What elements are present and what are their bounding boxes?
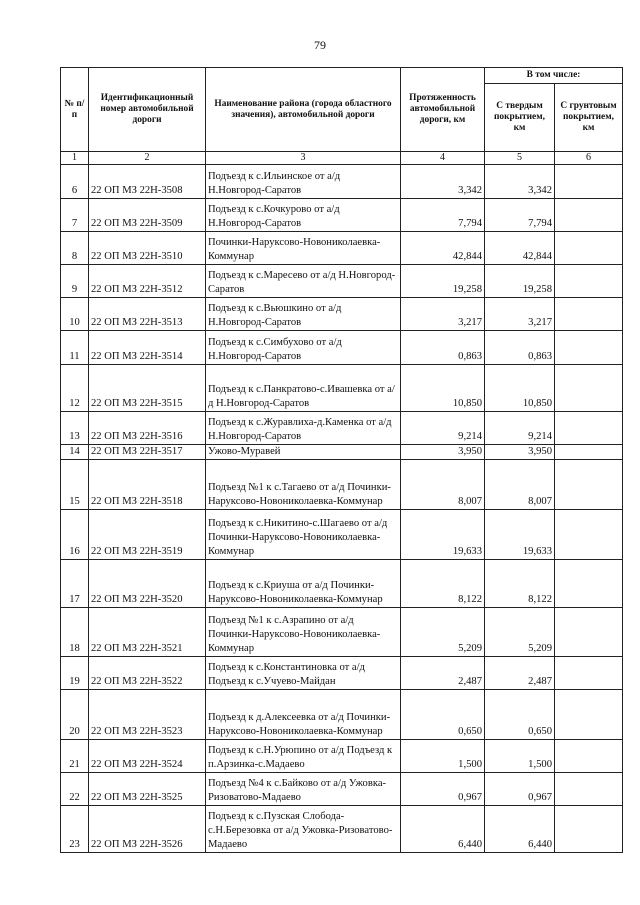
ground-surface-length [555, 460, 623, 510]
ground-surface-length [555, 298, 623, 331]
road-id: 22 ОП МЗ 22Н-3510 [89, 232, 206, 265]
column-number: 3 [206, 152, 401, 165]
road-id: 22 ОП МЗ 22Н-3526 [89, 806, 206, 853]
column-number: 6 [555, 152, 623, 165]
row-number: 15 [61, 460, 89, 510]
table-row [61, 560, 623, 608]
ground-surface-length [555, 331, 623, 365]
road-id: 22 ОП МЗ 22Н-3519 [89, 510, 206, 560]
road-length: 0,967 [401, 773, 485, 806]
road-name: Починки-Наруксово-Новониколаевка-Коммунар [206, 232, 401, 265]
table-row [61, 165, 623, 199]
table-row [61, 608, 623, 657]
road-length: 7,794 [401, 199, 485, 232]
road-length: 9,214 [401, 412, 485, 445]
table-row [61, 412, 623, 445]
ground-surface-length [555, 560, 623, 608]
ground-surface-length [555, 165, 623, 199]
road-length: 2,487 [401, 657, 485, 690]
ground-surface-length [555, 265, 623, 298]
table-row [61, 365, 623, 412]
road-length: 0,650 [401, 690, 485, 740]
ground-surface-length [555, 690, 623, 740]
road-length: 0,863 [401, 331, 485, 365]
road-name: Подъезд к с.Симбухово от а/д Н.Новгород-Саратов [206, 331, 401, 365]
table-row [61, 445, 623, 460]
road-id: 22 ОП МЗ 22Н-3517 [89, 445, 206, 460]
row-number: 20 [61, 690, 89, 740]
road-name: Подъезд к с.Кочкурово от а/д Н.Новгород-Саратов [206, 199, 401, 232]
road-id: 22 ОП МЗ 22Н-3513 [89, 298, 206, 331]
hard-surface-length: 6,440 [485, 806, 555, 853]
table-row [61, 806, 623, 853]
row-number: 7 [61, 199, 89, 232]
roads-table [60, 67, 623, 853]
road-name: Подъезд к с.Константиновка от а/д Подъезд к с.Учуево-Майдан [206, 657, 401, 690]
ground-surface-length [555, 232, 623, 265]
row-number: 12 [61, 365, 89, 412]
page-number: 79 [314, 38, 326, 52]
row-number: 10 [61, 298, 89, 331]
road-id: 22 ОП МЗ 22Н-3520 [89, 560, 206, 608]
ground-surface-length [555, 608, 623, 657]
table-row [61, 510, 623, 560]
table-row [61, 690, 623, 740]
ground-surface-length [555, 445, 623, 460]
road-id: 22 ОП МЗ 22Н-3523 [89, 690, 206, 740]
table-row [61, 657, 623, 690]
road-name: Подъезд к с.Панкратово-с.Ивашевка от а/д Н.Новгород-Саратов [206, 365, 401, 412]
table-row [61, 199, 623, 232]
table-row [61, 331, 623, 365]
header-hard-surface: С твердым покрытием, км [485, 84, 555, 152]
road-length: 3,342 [401, 165, 485, 199]
road-length: 1,500 [401, 740, 485, 773]
road-id: 22 ОП МЗ 22Н-3521 [89, 608, 206, 657]
hard-surface-length: 19,633 [485, 510, 555, 560]
road-name: Подъезд №1 к с.Азрапино от а/д Починки-Наруксово-Новониколаевка-Коммунар [206, 608, 401, 657]
road-id: 22 ОП МЗ 22Н-3512 [89, 265, 206, 298]
road-length: 19,258 [401, 265, 485, 298]
header-num: № п/п [61, 68, 89, 152]
hard-surface-length: 7,794 [485, 199, 555, 232]
table-row [61, 773, 623, 806]
ground-surface-length [555, 740, 623, 773]
ground-surface-length [555, 806, 623, 853]
road-id: 22 ОП МЗ 22Н-3522 [89, 657, 206, 690]
road-name: Подъезд к с.Никитино-с.Шагаево от а/д Починки-Наруксово-Новониколаевка-Коммунар [206, 510, 401, 560]
road-length: 8,007 [401, 460, 485, 510]
road-name: Подъезд к с.Криуша от а/д Починки-Наруксово-Новониколаевка-Коммунар [206, 560, 401, 608]
table-row [61, 460, 623, 510]
road-id: 22 ОП МЗ 22Н-3509 [89, 199, 206, 232]
road-id: 22 ОП МЗ 22Н-3518 [89, 460, 206, 510]
column-number: 2 [89, 152, 206, 165]
row-number: 6 [61, 165, 89, 199]
row-number: 19 [61, 657, 89, 690]
header-id: Идентификационный номер автомобильной дороги [89, 68, 206, 152]
hard-surface-length: 19,258 [485, 265, 555, 298]
hard-surface-length: 1,500 [485, 740, 555, 773]
row-number: 21 [61, 740, 89, 773]
road-length: 10,850 [401, 365, 485, 412]
row-number: 23 [61, 806, 89, 853]
hard-surface-length: 0,650 [485, 690, 555, 740]
ground-surface-length [555, 773, 623, 806]
road-name: Подъезд к с.Ильинское от а/д Н.Новгород-Саратов [206, 165, 401, 199]
ground-surface-length [555, 365, 623, 412]
row-number: 18 [61, 608, 89, 657]
hard-surface-length: 42,844 [485, 232, 555, 265]
column-number: 4 [401, 152, 485, 165]
hard-surface-length: 3,217 [485, 298, 555, 331]
road-id: 22 ОП МЗ 22Н-3515 [89, 365, 206, 412]
header-including: В том числе: [485, 68, 623, 84]
table-row [61, 232, 623, 265]
row-number: 11 [61, 331, 89, 365]
table-row [61, 298, 623, 331]
hard-surface-length: 8,007 [485, 460, 555, 510]
header-length: Протяженность автомобильной дороги, км [401, 68, 485, 152]
row-number: 9 [61, 265, 89, 298]
hard-surface-length: 3,342 [485, 165, 555, 199]
road-length: 3,217 [401, 298, 485, 331]
road-name: Подъезд №4 к с.Байково от а/д Ужовка-Ризоватово-Мадаево [206, 773, 401, 806]
road-length: 42,844 [401, 232, 485, 265]
road-name: Подъезд к д.Алексеевка от а/д Починки-Наруксово-Новониколаевка-Коммунар [206, 690, 401, 740]
column-number: 5 [485, 152, 555, 165]
row-number: 16 [61, 510, 89, 560]
column-number: 1 [61, 152, 89, 165]
road-length: 6,440 [401, 806, 485, 853]
road-name: Подъезд №1 к с.Тагаево от а/д Починки-Наруксово-Новониколаевка-Коммунар [206, 460, 401, 510]
ground-surface-length [555, 657, 623, 690]
road-name: Подъезд к с.Журавлиха-д.Каменка от а/д Н.Новгород-Саратов [206, 412, 401, 445]
hard-surface-length: 2,487 [485, 657, 555, 690]
ground-surface-length [555, 510, 623, 560]
row-number: 8 [61, 232, 89, 265]
hard-surface-length: 3,950 [485, 445, 555, 460]
road-name: Подъезд к с.Маресево от а/д Н.Новгород-Саратов [206, 265, 401, 298]
road-length: 8,122 [401, 560, 485, 608]
road-id: 22 ОП МЗ 22Н-3525 [89, 773, 206, 806]
road-id: 22 ОП МЗ 22Н-3516 [89, 412, 206, 445]
road-name: Подъезд к с.Н.Урюпино от а/д Подъезд к п.Арзинка-с.Мадаево [206, 740, 401, 773]
hard-surface-length: 9,214 [485, 412, 555, 445]
road-id: 22 ОП МЗ 22Н-3514 [89, 331, 206, 365]
road-name: Подъезд к с.Вьюшкино от а/д Н.Новгород-Саратов [206, 298, 401, 331]
road-id: 22 ОП МЗ 22Н-3524 [89, 740, 206, 773]
road-length: 19,633 [401, 510, 485, 560]
hard-surface-length: 0,967 [485, 773, 555, 806]
header-ground-surface: С грунтовым покрытием, км [555, 84, 623, 152]
hard-surface-length: 0,863 [485, 331, 555, 365]
hard-surface-length: 8,122 [485, 560, 555, 608]
row-number: 14 [61, 445, 89, 460]
road-length: 3,950 [401, 445, 485, 460]
road-name: Ужово-Муравей [206, 445, 401, 460]
road-name: Подъезд к с.Пузская Слобода-с.Н.Березовка от а/д Ужовка-Ризоватово-Мадаево [206, 806, 401, 853]
row-number: 22 [61, 773, 89, 806]
table-row [61, 265, 623, 298]
road-id: 22 ОП МЗ 22Н-3508 [89, 165, 206, 199]
table-row [61, 740, 623, 773]
row-number: 13 [61, 412, 89, 445]
hard-surface-length: 5,209 [485, 608, 555, 657]
road-length: 5,209 [401, 608, 485, 657]
ground-surface-length [555, 199, 623, 232]
ground-surface-length [555, 412, 623, 445]
header-name: Наименование района (города областного значения), автомобильной дороги [206, 68, 401, 152]
hard-surface-length: 10,850 [485, 365, 555, 412]
row-number: 17 [61, 560, 89, 608]
